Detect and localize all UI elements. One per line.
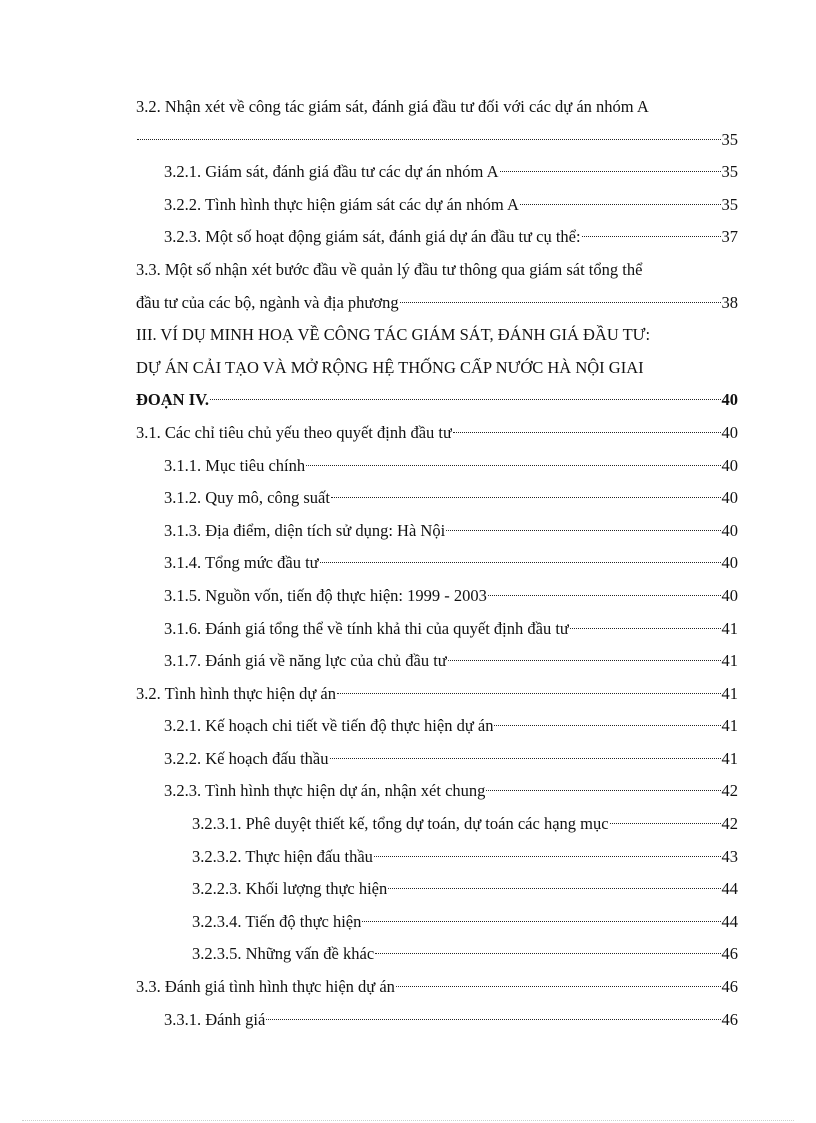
toc-page-number: 37 [721,227,738,247]
toc-page-number: 46 [721,1009,738,1029]
dot-leader [388,888,720,889]
toc-entry-title-cont: đầu tư của các bộ, ngành và địa phương [136,292,399,312]
toc-chapter-title: DỰ ÁN CẢI TẠO VÀ MỞ RỘNG HỆ THỐNG CẤP NƯỚC HÀ NỘI GIAI [136,357,644,377]
toc-entry[interactable] [136,971,738,1004]
toc-entry[interactable] [136,1004,738,1037]
toc-page-number: 43 [721,846,738,866]
dot-leader [330,758,721,759]
dot-leader [582,236,721,237]
dot-leader [520,204,721,205]
toc-entry[interactable] [136,189,738,222]
toc-entry[interactable] [136,841,738,874]
toc-page-number: 40 [721,520,738,540]
toc-entry[interactable] [136,775,738,808]
toc-page-number: 44 [721,879,738,899]
dot-leader [374,856,721,857]
toc-page-number: 42 [721,781,738,801]
toc-page-number: 41 [721,651,738,671]
toc-page-number: 40 [721,585,738,605]
toc-page-number: 40 [721,488,738,508]
toc-entry[interactable] [136,873,738,906]
toc-page-number: 38 [721,292,738,312]
toc-entry-title: 3.3. Một số nhận xét bước đầu về quản lý đầu tư thông qua giám sát tổng thể [136,259,643,279]
toc-entry[interactable] [136,808,738,841]
toc-entry-title: 3.2.1. Kế hoạch chi tiết về tiến độ thực hiện dự án [164,716,494,736]
toc-entry[interactable] [136,450,738,483]
toc-page-number: 46 [721,944,738,964]
dot-leader [570,628,721,629]
toc-entry[interactable] [136,938,738,971]
toc-entry-title: 3.1. Các chỉ tiêu chủ yếu theo quyết định đầu tư [136,422,452,442]
toc-page-number: 44 [721,911,738,931]
toc-entry-title: 3.2.3. Tình hình thực hiện dự án, nhận xét chung [164,781,486,801]
dot-leader [488,595,721,596]
dot-leader [396,986,721,987]
toc-page-number: 40 [721,455,738,475]
toc-chapter-title-cont: ĐOẠN IV. [136,390,210,410]
toc-entry[interactable] [136,906,738,939]
page-bottom-divider [22,1120,794,1121]
toc-entry[interactable] [136,91,738,124]
toc-entry-title: 3.2.3.1. Phê duyệt thiết kế, tổng dự toán, dự toán các hạng mục [192,814,609,834]
toc-entry-title: 3.2.3. Một số hoạt động giám sát, đánh giá dự án đầu tư cụ thể: [164,227,581,247]
toc-page-number: 41 [721,716,738,736]
dot-leader [306,465,720,466]
toc-entry[interactable] [136,743,738,776]
toc-entry-title: 3.3. Đánh giá tình hình thực hiện dự án [136,977,395,997]
toc-entry-title: 3.2.1. Giám sát, đánh giá đầu tư các dự án nhóm A [164,162,499,182]
toc-entry[interactable] [136,645,738,678]
dot-leader [494,725,720,726]
toc-entry-title: 3.1.1. Mục tiêu chính [164,455,306,475]
toc-entry-leader-line [136,384,738,417]
toc-entry-leader-line [136,124,738,157]
toc-page-number: 41 [721,618,738,638]
dot-leader [400,302,721,303]
dot-leader [137,139,721,140]
dot-leader [486,790,720,791]
toc-page-number: 35 [721,162,738,182]
toc-entry[interactable] [136,580,738,613]
toc-entry-title: 3.2. Nhận xét về công tác giám sát, đánh giá đầu tư đối với các dự án nhóm A [136,97,649,116]
toc-entry[interactable] [136,254,738,287]
toc-entry-title: 3.2.3.4. Tiến độ thực hiện [192,911,362,931]
dot-leader [448,660,721,661]
toc-entry-title: 3.1.4. Tổng mức đầu tư [164,553,319,573]
toc-entry[interactable] [136,221,738,254]
toc-entry-title: 3.2. Tình hình thực hiện dự án [136,683,336,703]
toc-page-number: 40 [721,422,738,442]
toc-entry-title: 3.1.7. Đánh giá về năng lực của chủ đầu tư [164,651,447,671]
toc-entry[interactable] [136,678,738,711]
toc-page-number: 42 [721,814,738,834]
dot-leader [446,530,720,531]
toc-page-number: 40 [721,553,738,573]
dot-leader [266,1019,720,1020]
toc-entry-title: 3.2.3.2. Thực hiện đấu thầu [192,846,373,866]
toc-page-number: 41 [721,683,738,703]
toc-entry-title: 3.1.6. Đánh giá tổng thể về tính khả thi của quyết định đầu tư [164,618,569,638]
toc-entry-title: 3.2.3.5. Những vấn đề khác [192,944,375,964]
table-of-contents [136,91,738,1036]
dot-leader [375,953,720,954]
toc-page-number: 35 [721,129,738,149]
toc-entry[interactable] [136,515,738,548]
toc-entry-title: 3.1.3. Địa điểm, diện tích sử dụng: Hà Nội [164,520,446,540]
toc-page-number: 40 [721,390,738,410]
toc-chapter-entry[interactable] [136,319,738,384]
toc-entry[interactable] [136,417,738,450]
toc-page-number: 35 [721,194,738,214]
toc-entry-title: 3.1.2. Quy mô, công suất [164,488,330,508]
toc-entry[interactable] [136,156,738,189]
toc-entry-title: 3.1.5. Nguồn vốn, tiến độ thực hiện: 1999 - 2003 [164,585,487,605]
toc-entry-title: 3.2.2. Tình hình thực hiện giám sát các dự án nhóm A [164,194,519,214]
toc-page-number: 41 [721,748,738,768]
toc-entry[interactable] [136,482,738,515]
dot-leader [337,693,721,694]
dot-leader [331,497,721,498]
toc-chapter-title: III. VÍ DỤ MINH HOẠ VỀ CÔNG TÁC GIÁM SÁT, ĐÁNH GIÁ ĐẦU TƯ: [136,325,651,345]
dot-leader [453,432,721,433]
dot-leader [362,921,720,922]
dot-leader [320,562,721,563]
dot-leader [210,399,720,400]
dot-leader [500,171,721,172]
toc-page-number: 46 [721,977,738,997]
toc-entry-title: 3.2.2.3. Khối lượng thực hiện [192,879,388,899]
toc-entry[interactable] [136,613,738,646]
toc-entry[interactable] [136,710,738,743]
toc-entry-leader-line [136,287,738,320]
toc-entry-title: 3.2.2. Kế hoạch đấu thầu [164,748,329,768]
toc-entry-title: 3.3.1. Đánh giá [164,1009,266,1029]
dot-leader [610,823,721,824]
toc-entry[interactable] [136,547,738,580]
